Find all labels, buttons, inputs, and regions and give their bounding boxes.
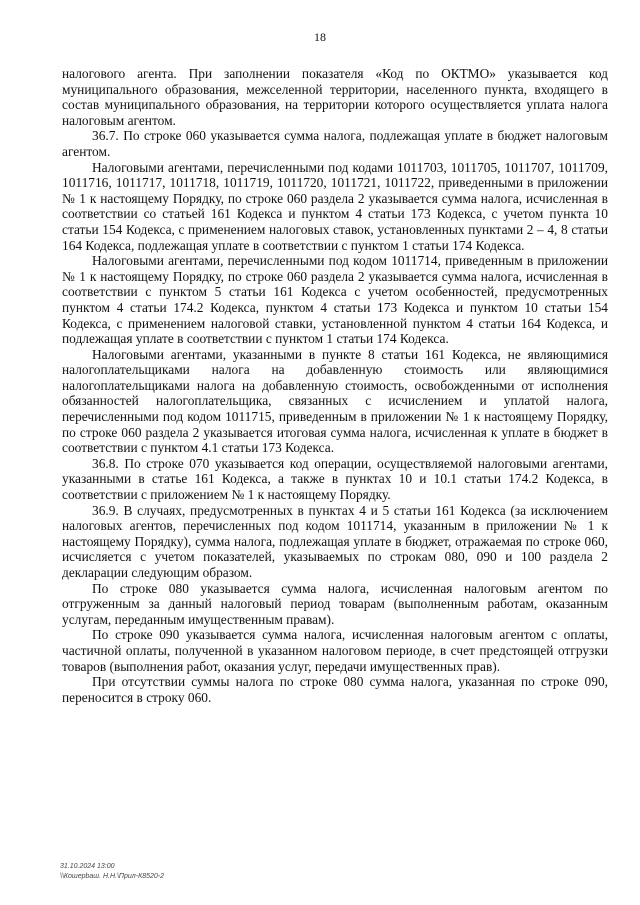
document-body	[62, 66, 608, 705]
paragraph: Налоговыми агентами, перечисленными под кодами 1011703, 1011705, 1011707, 1011709, 1011716, 1011717, 1011718, 1011719, 1011720, 1011721, 1011722, приведенными в приложении № 1 к настоящему Порядку, по строке 060 раздела 2 указывается сумма налога, исчисленная в соответствии со статьей 161 Кодекса и пунктом 4 статьи 173 Кодекса, с учетом пункта 10 статьи 154 Кодекса, с применением налоговых ставок, установленных пунктами 2 – 4, 8 статьи 164 Кодекса, подлежащая уплате в соответствии с пунктом 1 статьи 174 Кодекса.	[62, 159, 608, 253]
page-number: 18	[314, 30, 326, 44]
paragraph: 36.7. По строке 060 указывается сумма налога, подлежащая уплате в бюджет налоговым агентом.	[62, 128, 608, 159]
paragraph: 36.9. В случаях, предусмотренных в пунктах 4 и 5 статьи 161 Кодекса (за исключением налоговых агентов, перечисленных под кодом 1011714, указанным в приложении № 1 к настоящему Порядку), сумма налога, подлежащая уплате в бюджет, отражаемая по строке 060, исчисляется с учетом показателей, указываемых по строкам 080, 090 и 100 раздела 2 декларации следующим образом.	[62, 502, 608, 580]
paragraph: налогового агента. При заполнении показателя «Код по ОКТМО» указывается код муниципального образования, межселенной территории, населенного пункта, входящего в состав муниципального образования, на территории которого осуществляется уплата налога налоговым агентом.	[62, 66, 608, 128]
document-footer	[60, 862, 164, 882]
paragraph: По строке 090 указывается сумма налога, исчисленная налоговым агентом с оплаты, частичной оплаты, полученной в указанном налоговом периоде, в счет предстоящей отгрузки товаров (выполнения работ, оказания услуг, передачи имущественных прав).	[62, 627, 608, 674]
footer-timestamp: 31.10.2024 13:00	[60, 863, 115, 870]
paragraph: 36.8. По строке 070 указывается код операции, осуществляемой налоговыми агентами, указанными в статье 161 Кодекса, а также в пунктах 10 и 10.1 статьи 174.2 Кодекса, в соответствии с приложением № 1 к настоящему Порядку.	[62, 455, 608, 503]
paragraph: При отсутствии суммы налога по строке 080 сумма налога, указанная по строке 090, переносится в строку 060.	[62, 674, 608, 705]
paragraph: Налоговыми агентами, указанными в пункте 8 статьи 161 Кодекса, не являющимися налогоплательщиками налога на добавленную стоимость или являющимися налогоплательщиками налога на добавленную стоимость, освобожденными от исполнения обязанностей налогоплательщика, связанных с исчислением и уплатой налога, перечисленными под кодом 1011715, приведенным в приложении № 1 к настоящему Порядку, по строке 060 раздела 2 указывается итоговая сумма налога, исчисленная к уплате в бюджет в соответствии с пунктом 4.1 статьи 173 Кодекса.	[62, 346, 608, 456]
paragraph: Налоговыми агентами, перечисленными под кодом 1011714, приведенным в приложении № 1 к настоящему Порядку, по строке 060 раздела 2 указывается сумма налога, исчисленная в соответствии с пунктом 5 статьи 161 Кодекса с учетом особенностей, предусмотренных пунктом 4 статьи 174.2 Кодекса, пунктом 4 статьи 173 Кодекса и пунктом 10 статьи 154 Кодекса, с применением налоговой ставки, установленной пунктом 4 статьи 164 Кодекса, и подлежащая уплате в соответствии с пунктом 1 статьи 174 Кодекса.	[62, 253, 608, 347]
footer-file-path: \\Кошерbaш. Н.Н.\Прил-К8520-2	[60, 873, 164, 880]
paragraph: По строке 080 указывается сумма налога, исчисленная налоговым агентом по отгруженным за данный налоговый период товарам (выполненным работам, оказанным услугам, переданным имущественным правам).	[62, 580, 608, 627]
